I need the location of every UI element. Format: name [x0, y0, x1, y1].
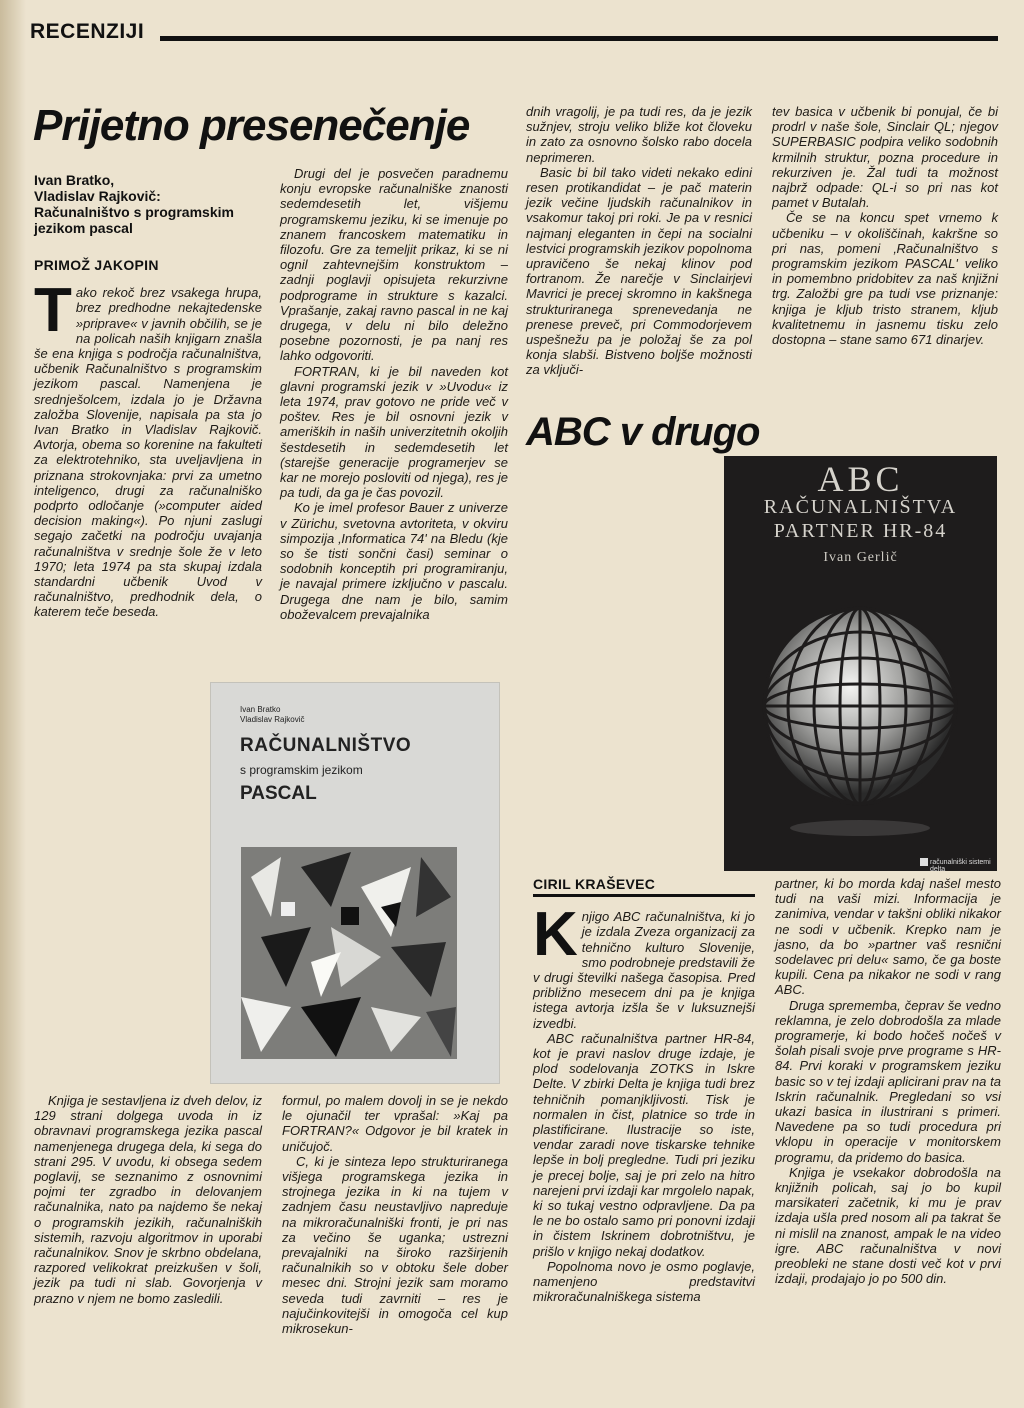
article1-paragraph-6: formul, po malem dovolj in se je nekdo le ojunačil ter vprašal: »Kaj pa FORTRAN?« Odgovor je bil kratek in uničujoč.: [282, 1093, 508, 1154]
globe-illustration: [760, 596, 960, 846]
article1-paragraph-10: tev basica v učbenik bi ponujal, če bi prodrl v naše šole, Sinclair QL; njegov SUPERBASIC podpira veliko sodobnih krmilnih struktur, pozna procedure in rekurziven je. Žal tudi ta možnost najbrž odpade: QL-i so pri nas kot pamet v Butalah.: [772, 104, 998, 211]
article2-column-4: [775, 876, 1001, 1286]
article1-paragraph-1: ako rekoč brez vsakega hrupa, brez predhodne nekajtedenske »priprave« v javnih občilih, se je na policah naših knjigarn znašla še ena knjiga s področja računalništva, učbenik Računalništvo s programskim jezikom pascal. Namenjena je srednješolcem, izdala jo je Državna založba Slovenije, napisala pa sta jo Ivan Bratko in Vladislav Rajkovič. Avtorja, obema so korenine na fakulteti za elektrotehniko, sta uveljavljena in priznana strokovnjaka: prvi za umetno inteligenco, drugi za računalniško podprto odločanje (»computer aided decision making«). Po njuni zaslugi segajo začetki na področju uvajanja računalništva v srednje šole že v leto 1970; leta 1974 pa sta skupaj izdala standardni učbenik Uvod v računalništvo, predhodnik dela, o katerem teče beseda.: [34, 285, 262, 620]
article1-paragraph-9: Basic bi bil tako videti nekako edini resen protikandidat – je pač materin jezik večine ljudskih računalnikov in vsakomur takoj pri roki. Je pa v resnici najmanj eleganten in čepi na socialni lestvici programskih jezikov popolnoma upravičeno še nekaj klinov pod fortranom. Že narečje v Sinclairjevi Mavrici je precej skromno in kakšnega strukturiranega sprenevedanja ne prenese preveč, pri Commodorjevem uspešnežu pa je položaj še za pol konja slabši. Bistveno boljše možnosti za vključi-: [526, 164, 752, 378]
book-title-line-1: Računalništvo s programskim: [34, 204, 234, 220]
article2-paragraph-3: Popolnoma novo je osmo poglavje, namenjeno predstavitvi mikroračunalniškega sistema: [533, 1258, 755, 1305]
article1-column-2: [280, 166, 508, 622]
article2-paragraph-5: Druga sprememba, čeprav še vedno reklamna, je zelo dobrodošla za mlade programerje, ki bodo hočeš nočeš v šolah pisali svoje prve programe s HR-84. Prvi koraki v programskem jeziku basic so v tej izdaji aplicirani prav na ta Iskrin računalnik. Pregledani so vsi ukazi basica in ilustrirani s primeri. Navedene pa so tudi procedura pri vklopu in operacije v monitorskem programu, da pridemo do basica.: [775, 997, 1001, 1165]
article2-byline: CIRIL KRAŠEVEC: [533, 876, 656, 892]
article2-paragraph-1: njigo ABC računalništva, ki jo je izdala Zveza organizacij za tehnično kulturo Slovenije, smo podrobneje predstavili že v drugi številki našega časopisa. Pred približno mesecem dni pa je knjiga istega avtorja izšla še v luksuznejši izvedbi.: [533, 909, 755, 1031]
cover2-line-3: PARTNER HR-84: [773, 520, 948, 542]
article2-paragraph-2: ABC računalništva partner HR-84, kot je pravi naslov druge izdaje, je plod sodelovanja ZOTKS in Iskre Delte. V zbirki Delta je knjiga tudi brez tehničnih pomanjkljivosti. Tisk je normalen in čist, platnice so trde in plastificirane. Ilustracije so iste, vendar zaradi nove tiskarske tehnike lepše in bolj pregledne. Tudi pri jeziku je precej bolje, saj je pri zelo na hitro narejeni prvi izdaji kar mrgolelo napak, ki so tukaj vestno odpravljene. Da pa le ne bo ostalo samo pri ponovni izdaji in čistem Iskrinem dobrotništvu, je prišlo v knjigo nekaj dodatkov.: [533, 1030, 755, 1259]
article1-column-2-bottom: [282, 1093, 508, 1336]
article1-paragraph-3: Drugi del je posvečen paradnemu konju evropske računalniške znanosti sedemdesetih let, višjemu programskemu jeziku, ki se imenuje po znanem francoskem matematiku in filozofu. Gre za temeljit prikaz, ki se ni ognil zahtevnejšim konstruktom – zadnji poglavji opisujeta rekurzivne podprograme in strukture s kazalci. Vprašanje, zakaj ravno pascal in ne kaj drugega, v delu ni bilo deležno posebne pozornosti, je pa nanj res lahko odgovoriti.: [280, 166, 508, 364]
article-title-abc: ABC v drugo: [526, 410, 760, 454]
book-author-1: Ivan Bratko,: [34, 172, 115, 188]
article1-paragraph-11: Če se na koncu spet vrnemo k učbeniku – v okoliščinah, kakršne so pri nas, pomeni ‚Računalništvo s programskim jezikom PASCAL' veliko in pomembno pridobitev za naš knjižni trg. Založbi gre pa tudi vse priznanje: knjiga je kljub tristo stranem, kljub kvalitetnemu in jasnemu tisku zelo dostopna – stane samo 671 dinarjev.: [772, 210, 998, 348]
section-label: RECENZIJI: [30, 20, 145, 43]
cover2-title: ABC: [817, 459, 904, 499]
section-rule: [160, 36, 998, 41]
byline-rule: [533, 894, 755, 897]
article1-paragraph-8: dnih vragolij, je pa tudi res, da je jezik sužnjev, stroju veliko bliže kot človeku in zato za osnovno šolsko rabo docela neprimeren.: [526, 104, 752, 165]
article1-paragraph-5: Ko je imel profesor Bauer z univerze v Zürichu, svetovna avtoriteta, v okviru simpozija ‚Informatica 74' na Bledu (kje so še tisti sončni časi) seminar o sodobnih konceptih pri programiranju, je navajal primere izključno v pascalu. Drugega dne nam je bilo, samim oboževalcem prevajalnika: [280, 500, 508, 622]
cover1-author-1: Ivan Bratko: [240, 705, 281, 714]
publisher-logo-icon: [920, 858, 928, 866]
article1-paragraph-2: Knjiga je sestavljena iz dveh delov, iz 129 strani dolgega uvoda in iz obravnavi programskega jezika pascal namenjenega drugega dela, ki sega do strani 295. V uvodu, ki obsega sedem poglavij, se seznanimo z osnovnimi pojmi ter zgradbo in delovanjem računalnika, nato pa najdemo še nekaj o programskih jezikih, računalniških sistemih, razvoju algoritmov in uporabi računalnikov. Snov je skrbno obdelana, razpored velikokrat preizkušen v šoli, jezik pa tudi ni slab. Govorjenja v prazno v njem ne bomo zasledili.: [34, 1093, 262, 1306]
article1-column-1: [34, 172, 262, 620]
article1-paragraph-4: FORTRAN, ki je bil naveden kot glavni programski jezik v »Uvodu« iz leta 1974, prav gotovo ne pride več v poštev. Res je bil osnovni jezik v ameriških in naših univerzitetnih okoljih šestdesetih in sedemdesetih let (starejše generacije programerjev se kar ne morejo posloviti od njega), res je pa tudi, da ga je čas povozil.: [280, 363, 508, 501]
book-title-line-2: jezikom pascal: [34, 220, 133, 236]
cover1-artwork: [241, 847, 457, 1059]
cover1-title: RAČUNALNIŠTVO: [240, 735, 412, 756]
article1-byline: PRIMOŽ JAKOPIN: [34, 257, 159, 273]
cover1-title-2: PASCAL: [240, 783, 317, 804]
article2-paragraph-4: partner, ki bo morda kdaj našel mesto tudi na vaši mizi. Informacija je zanimiva, vendar v takšni obliki nikakor ne sodi v učbenik. Krepko nam je jasno, da bo »partner vaš resnični sodelavec pri delu« samo, če ga boste kupili. Cena pa nikakor ne sodi v rang ABC.: [775, 876, 1001, 998]
book-author-2: Vladislav Rajkovič:: [34, 188, 161, 204]
book-cover-racunalnistvo: [211, 683, 499, 1083]
cover1-author-2: Vladislav Rajkovič: [240, 715, 305, 724]
book-reference: [34, 172, 262, 236]
article2-paragraph-6: Knjiga je vsekakor dobrodošla na knjižnih policah, saj jo bo kupil marsikateri začetnik, ki mu je prav izdaja ušla pred nosom ali pa takrat še ni mislil na znanost, ampak le na video igre. ABC računalništva v novi preobleki ne stane dosti več kot v prvi izdaji, prodajajo jo po 500 din.: [775, 1164, 1001, 1287]
page-edge-shadow: [0, 0, 26, 1408]
book-cover-abc: [724, 456, 997, 871]
dropcap-k: K: [533, 900, 578, 970]
cover2-author: Ivan Gerlič: [823, 550, 898, 565]
article1-column-4: [772, 104, 998, 347]
article1-column-3: [526, 104, 752, 378]
dropcap-t: T: [34, 276, 72, 346]
cover2-publisher: računalniški sistemi delta: [930, 859, 991, 873]
cover1-subtitle: s programskim jezikom: [240, 763, 363, 777]
article1-paragraph-7: C, ki je sinteza lepo strukturiranega višjega programskega jezika in strojnega jezika in ki na tujem v zadnjem času neustavljivo napreduje na mikroračunalniški fronti, je pri nas za večino še uganka; ustrezni prevajalniki na široko razširjenih računalnikih so v obtoku šele dober mesec dni. Strojni jezik sam moramo seveda tudi zavrniti – res je najučinkovitejši in omogoča cel kup mikrosekun-: [282, 1153, 508, 1337]
cover1-authors: [240, 705, 304, 725]
article-title-prijetno: Prijetno presenečenje: [33, 101, 470, 150]
article2-column-3: [533, 877, 755, 1304]
article1-column-1-bottom: [34, 1093, 262, 1306]
cover2-line-2: RAČUNALNIŠTVA: [763, 496, 958, 518]
